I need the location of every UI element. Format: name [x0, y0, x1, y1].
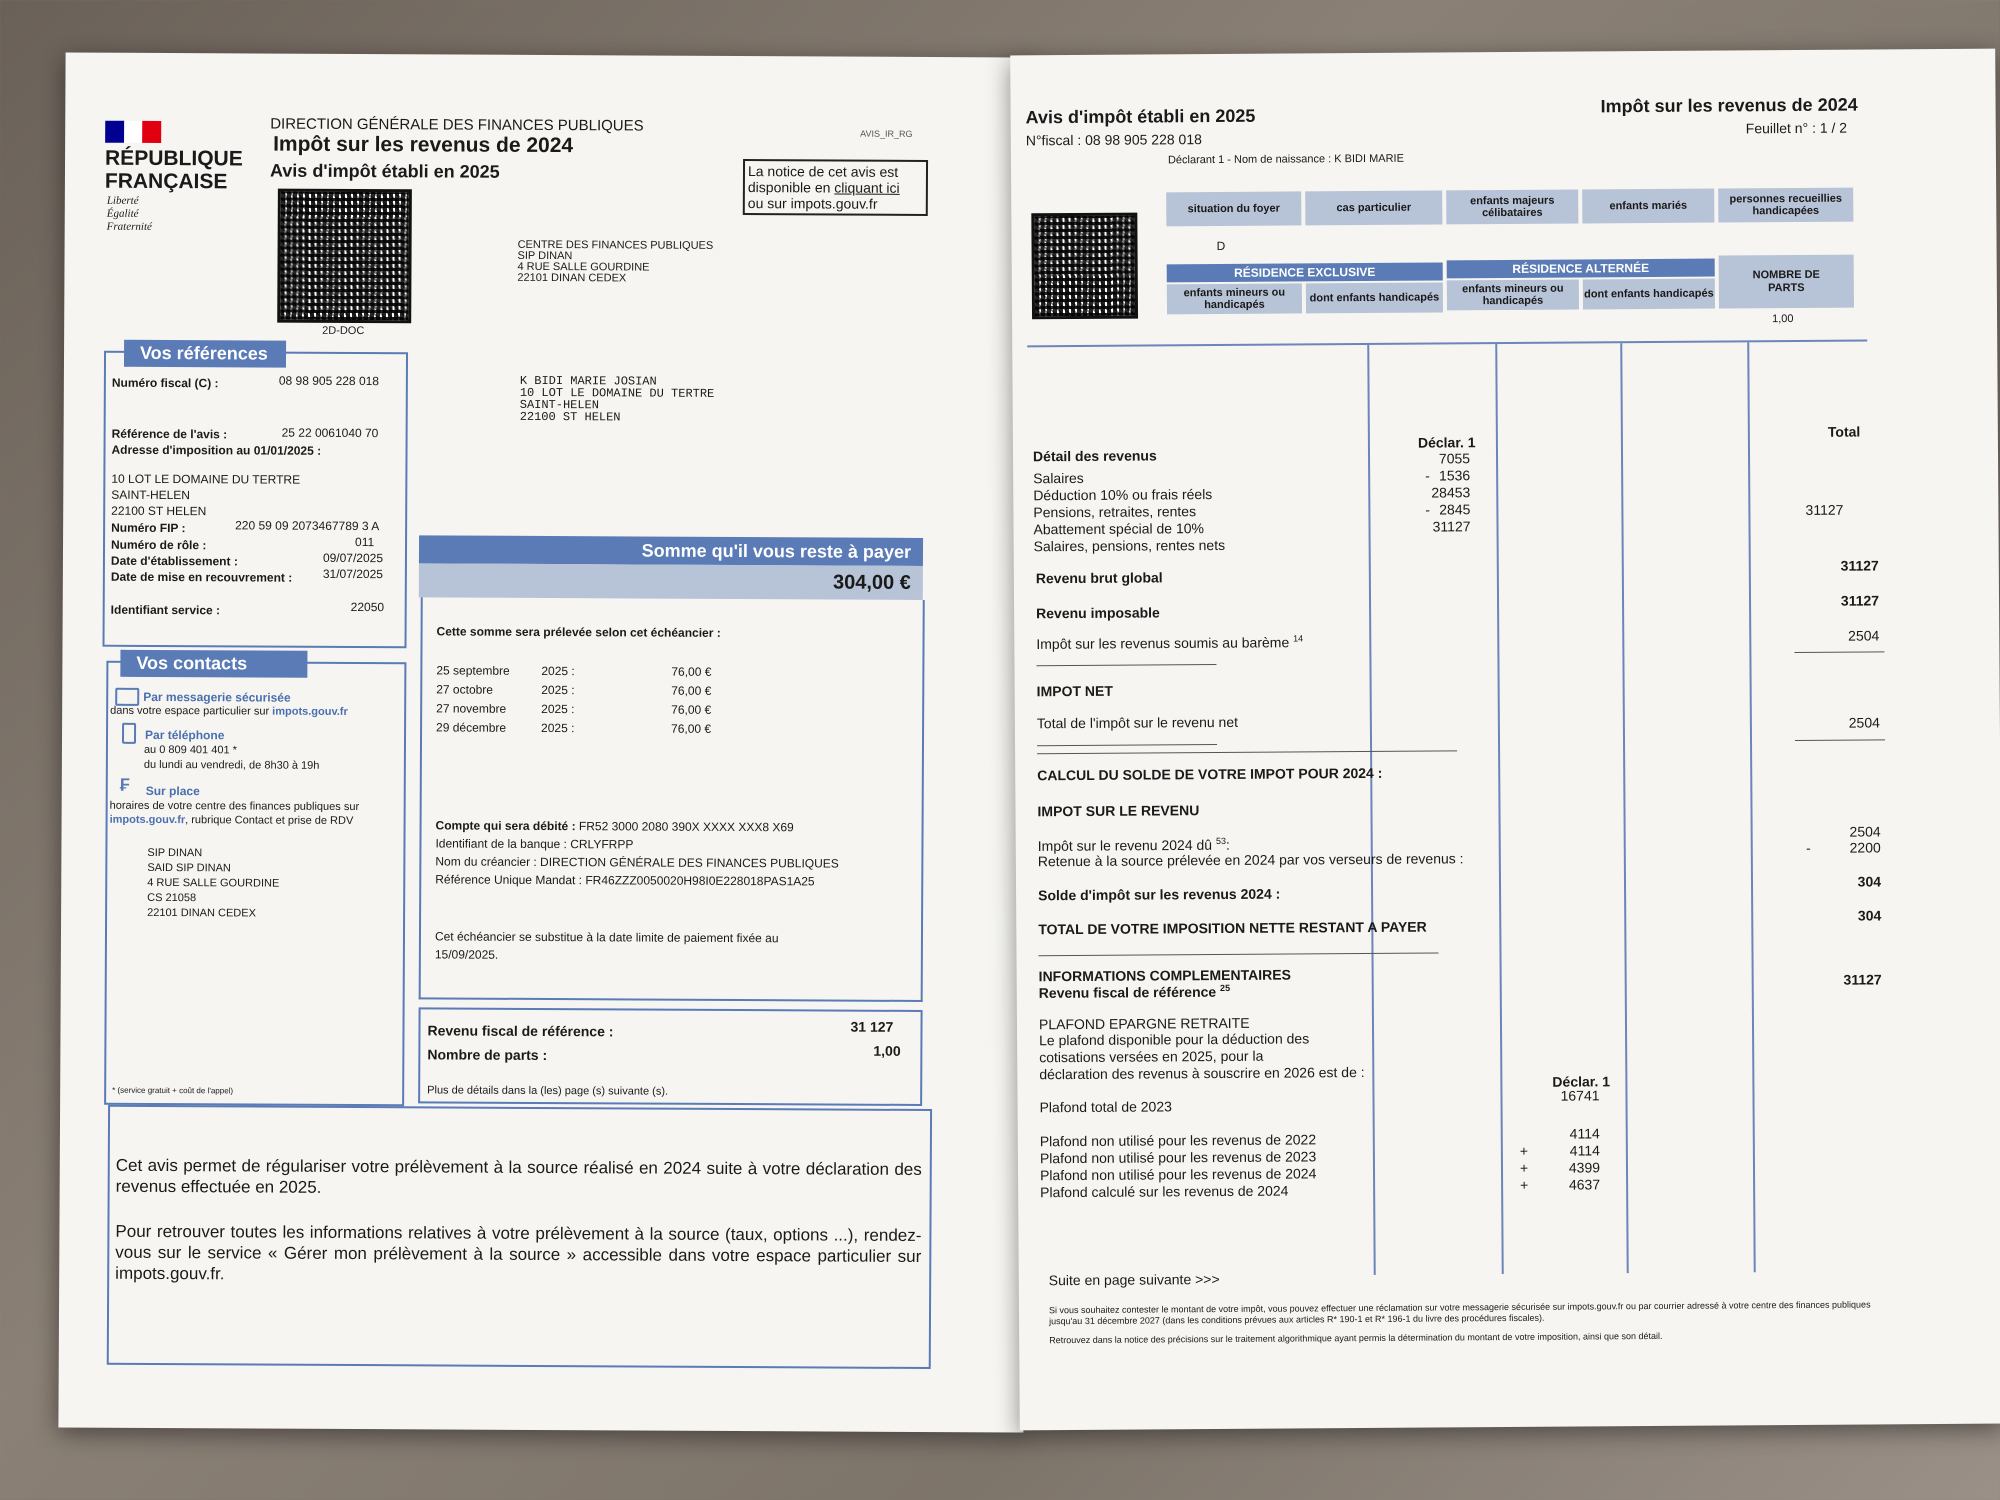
footnote-2: Retrouvez dans la notice des précisions sur le traitement algorithmique ayant permis la détermination du montant de votre imposition, ainsi que son détail.: [1049, 1330, 1663, 1346]
impots-link[interactable]: impots.gouv.fr: [272, 705, 348, 718]
detail-row: Pensions, retraites, rentes 28453: [1033, 484, 1471, 521]
rule: [1037, 744, 1217, 746]
direction-label: DIRECTION GÉNÉRALE DES FINANCES PUBLIQUES: [270, 115, 644, 135]
detail-table: [1033, 448, 1864, 555]
parts-value: 1,00: [873, 1042, 901, 1059]
role-label: Numéro de rôle :: [110, 537, 207, 553]
declarant: Déclarant 1 - Nom de naissance : K BIDI MARIE: [1167, 152, 1404, 167]
notice-link[interactable]: cliquant ici: [834, 179, 900, 196]
info-paragraph-1: Cet avis permet de régulariser votre prélèvement à la source réalisé en 2024 suite à votre déclaration des revenus effectuée en 2025.: [115, 1155, 922, 1197]
band-alternee: RÉSIDENCE ALTERNÉE: [1447, 259, 1715, 279]
numero-fiscal-label: Numéro fiscal (C) :: [111, 375, 219, 391]
contact-place-text: horaires de votre centre des finances publiques sur impots.gouv.fr, rubrique Contact et prise de RDV: [109, 799, 360, 827]
header-cas: cas particulier: [1305, 190, 1442, 225]
contact-msg-title: Par messagerie sécurisée: [143, 689, 291, 705]
retenue-label: Retenue à la source prélevée en 2024 par vos verseurs de revenus :: [1037, 850, 1464, 870]
ri-value: 31127: [1840, 592, 1880, 609]
rfr-label: Revenu fiscal de référence :: [427, 1022, 614, 1040]
schedule-row: 25 septembre 2025 : 76,00 €: [436, 663, 712, 679]
sub-cell: dont enfants handicapés: [1583, 279, 1715, 310]
id-service-label: Identifiant service :: [110, 602, 221, 618]
total-net-value: 2504: [1848, 714, 1880, 731]
per-table: [1039, 1087, 1870, 1201]
page2-nfiscal: N°fiscal : 08 98 905 228 018: [1025, 131, 1202, 149]
contacts-tag: Vos contacts: [120, 650, 307, 678]
centre-address: CENTRE DES FINANCES PUBLIQUES SIP DINAN 4 RUE SALLE GOURDINE 22101 DINAN CEDEX: [517, 238, 714, 285]
rfr-label-p2: Revenu fiscal de référence $^{25}$: [1038, 982, 1231, 1001]
page-subtitle: Avis d'impôt établi en 2025: [269, 160, 500, 182]
place-icon: ₣: [119, 774, 130, 795]
date-etab-label: Date d'établissement :: [110, 553, 238, 569]
2d-doc-barcode: [277, 189, 412, 324]
id-service: 22050: [350, 599, 385, 615]
schedule-row: 27 novembre 2025 : 76,00 €: [436, 701, 712, 717]
ref-avis-label: Référence de l'avis :: [111, 426, 228, 442]
header-maries: enfants mariés: [1582, 189, 1714, 224]
payment-header: Somme qu'il vous reste à payer: [419, 535, 923, 566]
recipient-address: K BIDI MARIE JOSIAN 10 LOT LE DOMAINE DU TERTRE SAINT-HELEN 22100 ST HELEN: [519, 373, 715, 425]
detail-row: Déduction 10% ou frais réels - 1536: [1033, 467, 1471, 504]
2d-doc-barcode: [1031, 213, 1138, 320]
numero-fiscal: 08 98 905 228 018: [278, 373, 380, 389]
sub-cell: enfants mineurs ou handicapés: [1447, 279, 1579, 310]
rule: [1038, 952, 1438, 956]
suite-label: Suite en page suivante >>>: [1048, 1271, 1220, 1289]
band-exclusive: RÉSIDENCE EXCLUSIVE: [1167, 262, 1443, 282]
rbg-label: Revenu brut global: [1035, 569, 1163, 587]
schedule-title: Cette somme sera prélevée selon cet échéancier :: [436, 624, 721, 640]
nombre-parts-label: NOMBRE DE PARTS: [1719, 255, 1854, 309]
calcul-title: CALCUL DU SOLDE DE VOTRE IMPOT POUR 2024 :: [1037, 764, 1383, 784]
contact-tel-title: Par téléphone: [144, 727, 225, 743]
rule: [1037, 750, 1457, 754]
retenue-sign: -: [1806, 839, 1811, 856]
situation-value: D: [1216, 238, 1226, 254]
tax-notice-page-2: [1010, 49, 2000, 1431]
page-title: Impôt sur les revenus de 2024: [273, 132, 574, 158]
doc-code: 2D-DOC: [322, 324, 365, 338]
du-value: 2504: [1849, 823, 1881, 840]
solde-label: Solde d'impôt sur les revenus 2024 :: [1038, 885, 1281, 904]
sub-cell: enfants mineurs ou handicapés: [1167, 283, 1302, 314]
rfr-value-p2: 31127: [1843, 971, 1882, 988]
info-title: INFORMATIONS COMPLEMENTAIRES: [1038, 966, 1291, 985]
rbg-value: 31127: [1840, 557, 1879, 574]
contact-place-title: Sur place: [145, 783, 200, 799]
contact-tel-text: au 0 809 401 401 * du lundi au vendredi, de 8h30 à 19h: [143, 743, 320, 772]
per-row: Plafond non utilisé pour les revenus de 2022 4114: [1039, 1125, 1600, 1150]
computer-icon: [115, 688, 139, 706]
info-paragraph-2: Pour retrouver toutes les informations relatives à votre prélèvement à la source (taux, options ...), rendez-vous sur le service « Gérer mon prélèvement à la source » accessible dans votre espace particulier sur impots.gouv.fr.: [115, 1221, 922, 1284]
adresse-label: Adresse d'imposition au 01/01/2025 :: [111, 442, 322, 458]
solde-value: 304: [1857, 873, 1882, 890]
header-recueillies: personnes recueillies handicapées: [1718, 188, 1853, 223]
per-declar: Déclar. 1: [1552, 1073, 1611, 1090]
form-code: AVIS_IR_RG: [860, 128, 913, 139]
sub-cell: dont enfants handicapés: [1306, 282, 1443, 313]
rfr-value: 31 127: [850, 1018, 894, 1035]
page2-title-left: Avis d'impôt établi en 2025: [1025, 105, 1256, 128]
du-label: Impôt sur le revenu 2024 dû $^{53}$:: [1037, 835, 1230, 854]
tax-notice-page-1: [58, 52, 1030, 1432]
schedule-row: 27 octobre 2025 : 76,00 €: [436, 682, 712, 698]
ri-label: Revenu imposable: [1036, 604, 1160, 622]
detail-title: Détail des revenus: [1032, 447, 1157, 465]
rule: [1795, 739, 1885, 741]
contact-address: SIP DINAN SAID SIP DINAN 4 RUE SALLE GOURDINE CS 21058 22101 DINAN CEDEX: [147, 846, 280, 920]
rule: [1036, 664, 1216, 666]
bareme-label: Impôt sur les revenus soumis au barème $^{14}$: [1036, 633, 1304, 652]
schedule-list: [436, 661, 711, 738]
impot-net-title: IMPOT NET: [1036, 682, 1113, 700]
mandate-info: Compte qui sera débité : FR52 3000 2080 390X XXXX XXX8 X69 Identifiant de la banque : CRLYFRPP Nom du créancier : DIRECTION GÉNÉRALE DES FINANCES PUBLIQUES Référence Unique Mandat : FR46ZZZ0050020H98I0E228018PAS1A25: [435, 818, 839, 889]
header-situation: situation du foyer: [1166, 191, 1301, 226]
per-text: Le plafond disponible pour la déduction des cotisations versées en 2025, pour la déclaration des revenus à souscrire en 2026 est de :: [1039, 1030, 1365, 1083]
rfr-more: Plus de détails dans la (les) page (s) suivante (s).: [427, 1084, 669, 1098]
page2-title-right: Impôt sur les revenus de 2024: [1600, 94, 1858, 117]
schedule-substitution: Cet échéancier se substitue à la date limite de paiement fixée au 15/09/2025.: [434, 929, 779, 962]
retenue-value: 2200: [1849, 839, 1881, 856]
per-title: PLAFOND EPARGNE RETRAITE: [1038, 1014, 1250, 1033]
schedule-row: 29 décembre 2025 : 76,00 €: [436, 720, 712, 736]
role: 011: [355, 535, 375, 550]
rule: [1794, 651, 1884, 653]
parts-label: Nombre de parts :: [427, 1046, 548, 1064]
marianne-logo: [105, 121, 161, 143]
detail-row: Salaires 7055: [1033, 450, 1471, 487]
total-payer-value: 304: [1857, 907, 1882, 924]
date-recouv: 31/07/2025: [322, 566, 383, 582]
impots-link-2[interactable]: impots.gouv.fr: [109, 813, 186, 827]
contact-footnote: * (service gratuit + coût de l'appel): [112, 1085, 234, 1096]
payment-amount: 304,00 €: [419, 563, 923, 600]
per-row: Plafond total de 2023 16741: [1039, 1087, 1600, 1116]
declar1-header: Déclar. 1: [1417, 434, 1476, 451]
notice-box: La notice de cet avis est disponible en cliquant ici ou sur impots.gouv.fr: [743, 159, 928, 216]
total-header: Total: [1827, 423, 1861, 440]
ref-avis: 25 22 0061040 70: [281, 425, 379, 441]
nombre-parts: 1,00: [1772, 312, 1794, 326]
detail-row: Abattement spécial de 10% - 2845 31127: [1033, 501, 1844, 538]
total-net-label: Total de l'impôt sur le revenu net: [1036, 713, 1239, 732]
per-row: Plafond non utilisé pour les revenus de 2023 + 4114: [1039, 1142, 1600, 1167]
isr-title: IMPOT SUR LE REVENU: [1037, 802, 1200, 820]
fip: 220 59 09 2073467789 3 A: [235, 518, 380, 534]
adresse-imposition: 10 LOT LE DOMAINE DU TERTRE SAINT-HELEN 22100 ST HELEN: [111, 471, 301, 519]
phone-icon: [122, 723, 136, 744]
fip-label: Numéro FIP :: [111, 520, 186, 536]
header-divider: [1027, 339, 1867, 347]
per-row: Plafond calculé sur les revenus de 2024 + 4637: [1040, 1176, 1601, 1201]
references-tag: Vos références: [124, 340, 286, 368]
date-etab: 09/07/2025: [322, 550, 384, 566]
date-recouv-label: Date de mise en recouvrement :: [110, 569, 293, 585]
bareme-value: 2504: [1848, 627, 1880, 644]
footnote-1: Si vous souhaitez contester le montant de votre impôt, vous pouvez effectuer une réclamation sur votre messagerie sécurisée sur impots.gouv.fr ou par courrier adressé à votre centre des finances publiques jusqu'au 31 décembre 2027 (dans les conditions prévues aux articles R* 190-1 et R* 196-1 du livre des procédures fiscales).: [1048, 1299, 1871, 1327]
header-majeurs: enfants majeurs célibataires: [1446, 189, 1578, 224]
detail-row: Salaires, pensions, rentes nets 31127: [1033, 518, 1471, 555]
feuillet: Feuillet n° : 1 / 2: [1745, 119, 1848, 137]
republique-francaise: RÉPUBLIQUE FRANÇAISE: [104, 146, 243, 194]
motto: Liberté Égalité Fraternité: [106, 194, 152, 233]
total-payer-label: TOTAL DE VOTRE IMPOSITION NETTE RESTANT A PAYER: [1038, 918, 1427, 938]
per-row: Plafond non utilisé pour les revenus de 2024 + 4399: [1039, 1159, 1601, 1184]
contact-msg-text: dans votre espace particulier sur impots.gouv.fr: [110, 704, 348, 718]
